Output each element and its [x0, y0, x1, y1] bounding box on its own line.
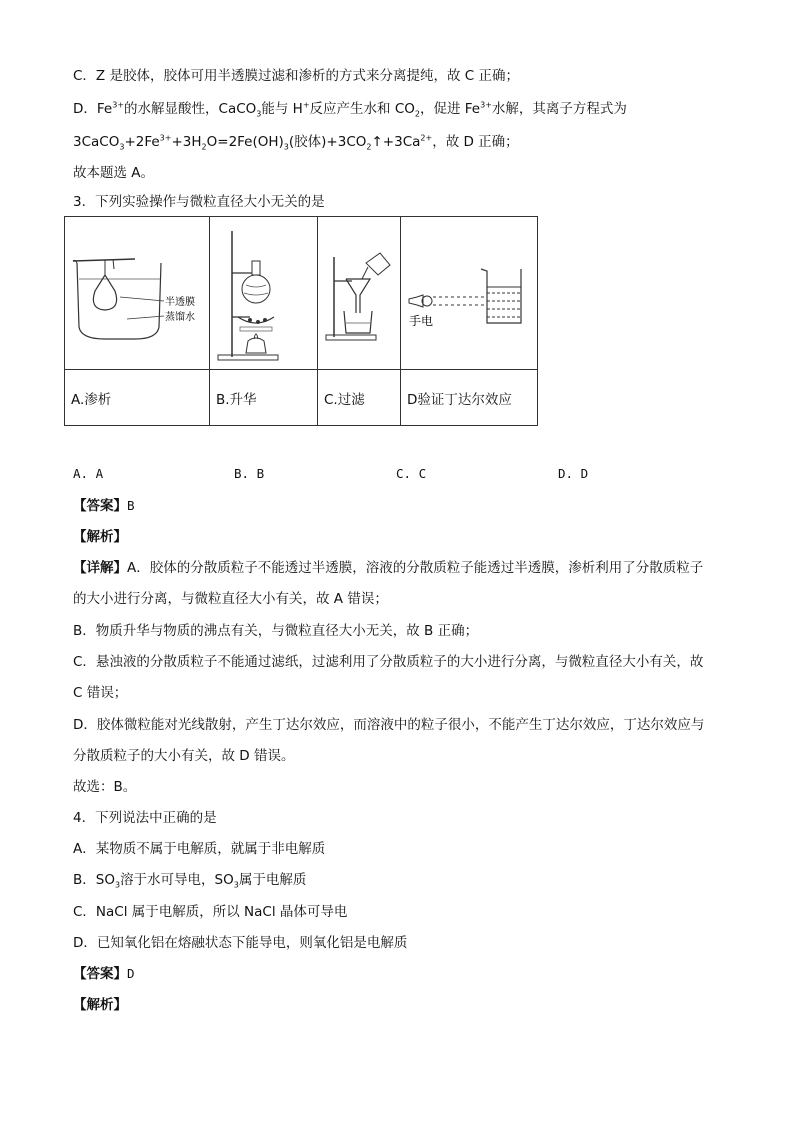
q3-detail-b: B．物质升华与物质的沸点有关，与微粒直径大小无关，故 B 正确； [73, 623, 479, 639]
q3-answer: 【答案】B [73, 498, 135, 514]
q2-conclusion: 故本题选 A。 [73, 165, 155, 181]
dialysis-apparatus-figure [65, 217, 209, 369]
filtration-apparatus-figure [318, 217, 400, 369]
caption-b: B.升华 [210, 370, 318, 426]
q4-stem: 4．下列说法中正确的是 [73, 810, 217, 826]
q4-option-d: D．已知氧化铝在熔融状态下能导电，则氧化铝是电解质 [73, 935, 408, 951]
tyndall-apparatus-figure [401, 217, 537, 369]
q3-detail-d-2: 分散质粒子的大小有关，故 D 错误。 [73, 748, 295, 764]
q3-detail-a-2: 的大小进行分离，与微粒直径大小有关，故 A 错误； [73, 591, 388, 607]
q3-analysis-tag: 【解析】 [73, 529, 127, 545]
q3-option-d: D. D [558, 466, 589, 481]
q4-answer: 【答案】D [73, 966, 135, 982]
filtration-figure-cell [318, 217, 401, 370]
distilled-water-label: 蒸馏水 [165, 312, 195, 323]
membrane-label: 半透膜 [165, 297, 195, 308]
q4-analysis-tag: 【解析】 [73, 997, 127, 1013]
experiment-table [64, 216, 538, 426]
q3-detail-a-1: 【详解】A．胶体的分散质粒子不能透过半透膜，溶液的分散质粒子能透过半透膜，渗析利用了分散质粒子 [73, 560, 704, 576]
q3-detail-d-1: D．胶体微粒能对光线散射，产生丁达尔效应，而溶液中的粒子很小，不能产生丁达尔效应，丁达尔效应与 [73, 717, 705, 733]
q3-option-c: C. C [396, 466, 427, 481]
q3-detail-c-1: C．悬浊液的分散质粒子不能通过滤纸，过滤利用了分散质粒子的大小进行分离，与微粒直径大小有关，故 [73, 654, 704, 670]
sublimation-apparatus-figure [210, 217, 317, 369]
q2-option-d-explanation: D．$Fe^{3+}$的水解显酸性，CaCO$_3$能与 H+反应产生水和 $CO_2$，促进 $Fe^{3+}$水解，其离子方程式为 [73, 100, 627, 119]
q4-option-a: A．某物质不属于电解质，就属于非电解质 [73, 841, 326, 857]
caption-a: A.渗析 [65, 370, 210, 426]
q4-option-b: B．$SO_3$溶于水可导电，$SO_3$属于电解质 [73, 872, 307, 890]
q3-conclusion: 故选：B。 [73, 779, 137, 795]
q3-option-a: A. A [73, 466, 104, 481]
dialysis-figure-cell [65, 217, 210, 370]
q3-detail-c-2: C 错误； [73, 685, 128, 701]
q2-option-c-explanation: C．Z 是胶体，胶体可用半透膜过滤和渗析的方式来分离提纯，故 C 正确； [73, 68, 519, 84]
tyndall-figure-cell [401, 217, 538, 370]
flashlight-label: 手电 [409, 314, 434, 328]
sublimation-figure-cell [210, 217, 318, 370]
caption-c: C.过滤 [318, 370, 401, 426]
ionic-equation: $3CaCO_3+2Fe^{3+}+3H_2O=2Fe(OH)_3$(胶体)$+3CO_2↑+3Ca^{2+}$，故 D 正确； [73, 133, 519, 152]
q4-option-c: C．NaCl 属于电解质，所以 NaCl 晶体可导电 [73, 904, 348, 920]
q3-option-b: B. B [234, 466, 265, 481]
q3-stem: 3．下列实验操作与微粒直径大小无关的是 [73, 194, 325, 210]
caption-d: D验证丁达尔效应 [401, 370, 538, 426]
